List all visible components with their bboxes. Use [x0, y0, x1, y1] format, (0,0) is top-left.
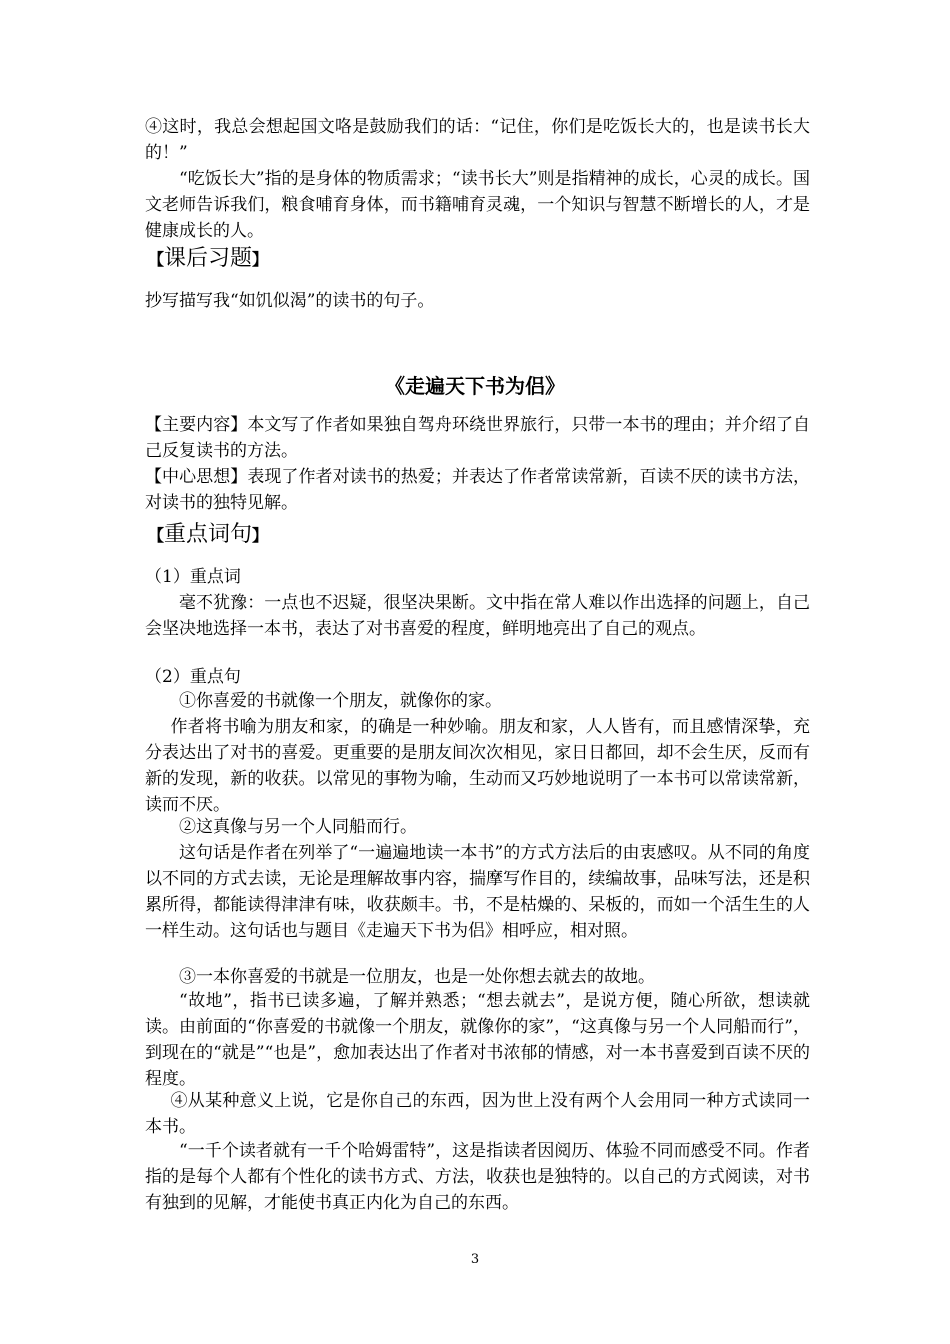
section-key-words: （1）重点词: [145, 567, 241, 587]
key-sentence-2: ②这真像与另一个人同船而行。: [179, 817, 417, 837]
heading-key-phrases: [148, 520, 268, 551]
paragraph-growth-explanation: “吃饭长大”指的是身体的物质需求；“读书长大”则是指精神的成长，心灵的成长。国文老师告诉我们，粮食哺育身体，而书籍哺育灵魂，一个知识与智慧不断增长的人，才是健康成长的人。: [145, 169, 810, 241]
paragraph-central-idea: 【中心思想】表现了作者对读书的热爱；并表达了作者常读常新，百读不厌的读书方法，对读书的独特见解。: [145, 467, 810, 513]
heading-key-phrases-text: 重点词句: [164, 522, 253, 547]
bracket-right: 】: [252, 250, 269, 269]
page-number: 3: [470, 1252, 480, 1267]
article-title: 《走遍天下书为侣》: [385, 374, 565, 398]
bracket-left: 【: [148, 250, 165, 269]
paragraph-exercise: 抄写描写我“如饥似渴”的读书的句子。: [145, 291, 435, 311]
key-sentence-3-explanation: “故地”，指书已读多遍，了解并熟悉；“想去就去”，是说方便，随心所欲，想读就读。由前面的“你喜爱的书就像一个朋友，就像你的家”，“这真像与另一个人同船而行”，到现在的“就是”“也是”，愈加表达出了作者对书浓郁的情感，对一本书喜爱到百读不厌的程度。: [145, 991, 810, 1089]
key-sentence-2-explanation: 这句话是作者在列举了“一遍遍地读一本书”的方式方法后的由衷感叹。从不同的角度以不同的方式去读，无论是理解故事内容，揣摩写作目的，续编故事，品味写法，还是积累所得，都能读得津津有味，收获颇丰。书，不是枯燥的、呆板的，而如一个活生生的人一样生动。这句话也与题目《走遍天下书为侣》相呼应，相对照。: [145, 843, 810, 941]
key-sentence-3: ③一本你喜爱的书就是一位朋友，也是一处你想去就去的故地。: [179, 967, 655, 987]
bracket-left: 【: [148, 526, 165, 545]
section-key-sentences: （2）重点句: [145, 667, 241, 687]
heading-exercises-text: 课后习题: [164, 246, 253, 271]
key-sentence-1-explanation: 作者将书喻为朋友和家，的确是一种妙喻。朋友和家，人人皆有，而且感情深挚，充分表达出了对书的喜爱。更重要的是朋友间次次相见，家日日都回，却不会生厌，反而有新的发现，新的收获。以常见的事物为喻，生动而又巧妙地说明了一本书可以常读常新，读而不厌。: [145, 717, 810, 815]
heading-exercises: [148, 244, 268, 275]
bracket-right: 】: [252, 526, 269, 545]
paragraph-main-content: 【主要内容】本文写了作者如果独自驾舟环绕世界旅行，只带一本书的理由；并介绍了自己反复读书的方法。: [145, 415, 810, 461]
paragraph-key-word-1: 毫不犹豫：一点也不迟疑，很坚决果断。文中指在常人难以作出选择的问题上，自己会坚决地选择一本书，表达了对书喜爱的程度，鲜明地亮出了自己的观点。: [145, 593, 810, 639]
key-sentence-4: ④从某种意义上说，它是你自己的东西，因为世上没有两个人会用同一种方式读同一本书。: [145, 1091, 810, 1137]
key-sentence-1: ①你喜爱的书就像一个朋友，就像你的家。: [179, 691, 502, 711]
key-sentence-4-explanation: “一千个读者就有一千个哈姆雷特”，这是指读者因阅历、体验不同而感受不同。作者指的是每个人都有个性化的读书方式、方法，收获也是独特的。以自己的方式阅读，对书有独到的见解，才能使书真正内化为自己的东西。: [145, 1141, 810, 1213]
paragraph-teacher-quote: ④这时，我总会想起国文咯是鼓励我们的话：“记住，你们是吃饭长大的，也是读书长大的！”: [145, 117, 810, 163]
